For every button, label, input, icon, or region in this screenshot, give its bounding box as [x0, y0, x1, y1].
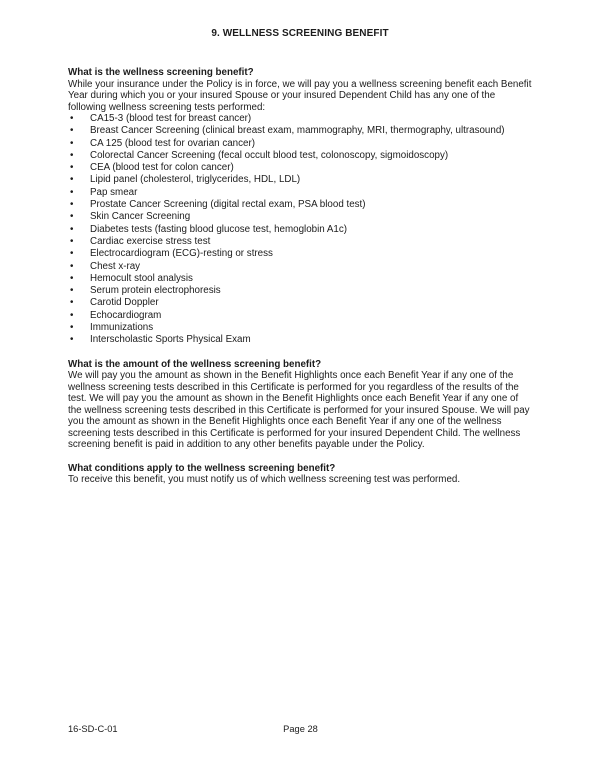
list-item: • Hemocult stool analysis [68, 273, 533, 285]
section-heading-amount: What is the amount of the wellness screening benefit? [68, 358, 322, 370]
footer-page-number: Page 28 [283, 724, 318, 734]
section-heading-definition: What is the wellness screening benefit? [68, 67, 254, 78]
list-item: • Prostate Cancer Screening (digital rectal exam, PSA blood test) [68, 199, 533, 211]
list-item: • Lipid panel (cholesterol, triglycerides, HDL, LDL) [68, 174, 533, 186]
list-item: • Electrocardiogram (ECG)-resting or stress [68, 248, 533, 260]
list-item: • Chest x-ray [68, 261, 533, 273]
list-item: • CA 125 (blood test for ovarian cancer) [68, 138, 533, 150]
list-item: • Serum protein electrophoresis [68, 285, 533, 297]
page-title: 9. WELLNESS SCREENING BENEFIT [211, 28, 389, 39]
list-item: • Immunizations [68, 322, 533, 334]
list-item: • Colorectal Cancer Screening (fecal occult blood test, colonoscopy, sigmoidoscopy) [68, 150, 533, 162]
section-benefit-definition [68, 67, 533, 347]
list-item: • CEA (blood test for colon cancer) [68, 162, 533, 174]
section-benefit-conditions [68, 463, 533, 486]
list-item: • Interscholastic Sports Physical Exam [68, 334, 533, 346]
list-item: • Breast Cancer Screening (clinical breast exam, mammography, MRI, thermography, ultrasound) [68, 125, 533, 137]
list-item: • Echocardiogram [68, 310, 533, 322]
screening-tests-list [68, 113, 533, 347]
footer-document-code: 16-SD-C-01 [68, 724, 118, 734]
section-body-conditions: To receive this benefit, you must notify us of which wellness screening test was performed. [68, 474, 461, 486]
page-footer [68, 724, 533, 736]
section-body-amount: We will pay you the amount as shown in the Benefit Highlights once each Benefit Year if any one of the wellness screening tests described in this Certificate is performed for you regardless of the results of the test. We will pay you the amount as shown in the Benefit Highlights once each Benefit Year if any one of the wellness screening tests described in this Certificate is performed for your insured Spouse. We will pay you the amount as shown in the Benefit Highlights once each Benefit Year if any one of the wellness screening tests described in this Certificate is performed for your insured Dependent Child. The wellness screening benefit is paid in addition to any other benefits payable under the Policy. [68, 370, 530, 451]
list-item: • Cardiac exercise stress test [68, 236, 533, 248]
list-item: • Pap smear [68, 187, 533, 199]
section-heading-conditions: What conditions apply to the wellness screening benefit? [68, 462, 336, 474]
document-body [68, 67, 533, 486]
list-item: • CA15-3 (blood test for breast cancer) [68, 113, 533, 125]
section-body-definition: While your insurance under the Policy is in force, we will pay you a wellness screening benefit each Benefit Year during which you or your insured Spouse or your insured Dependent Child has any one of the following wellness screening tests performed: [68, 78, 532, 113]
list-item: • Carotid Doppler [68, 297, 533, 309]
list-item: • Skin Cancer Screening [68, 211, 533, 223]
list-item: • Diabetes tests (fasting blood glucose test, hemoglobin A1c) [68, 224, 533, 236]
section-benefit-amount [68, 359, 533, 451]
